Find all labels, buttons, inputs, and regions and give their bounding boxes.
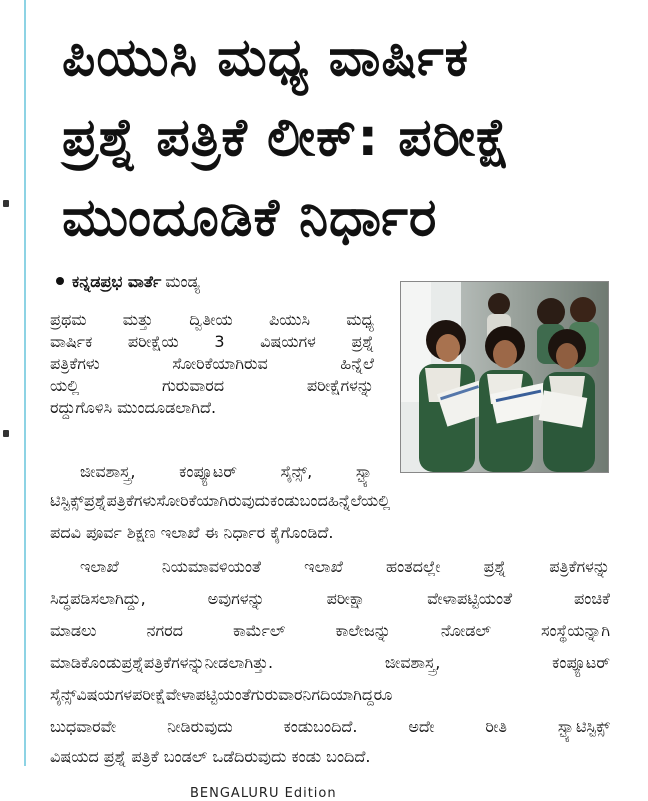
edition-footer: BENGALURU Edition [190, 786, 337, 801]
body-line: ಪ್ರಥಮ ಮತ್ತು ದ್ವಿತೀಯ ಪಿಯುಸಿ ಮಧ್ಯ [50, 310, 374, 329]
body-line: ವಾರ್ಷಿಕ ಪರೀಕ್ಷೆಯ 3 ವಿಷಯಗಳ ಪ್ರಶ್ನೆ [50, 332, 374, 351]
body-line: ಜೀವಶಾಸ್ತ್ರ, ಕಂಪ್ಯೂಟರ್ ಸೈನ್ಸ್, ಸ್ಟ್ಯಾ [80, 462, 374, 481]
body-line: ಬುಧವಾರವೇ ನೀಡಿರುವುದು ಕಂಡುಬಂದಿದೆ. ಅದೇ ರೀತಿ ಸ್ಟ್ಯಾಟಿಸ್ಟಿಕ್ಸ್ [50, 717, 610, 736]
headline-line: ಪ್ರಶ್ನೆ ಪತ್ರಿಕೆ ಲೀಕ್: ಪರೀಕ್ಷೆ [62, 108, 511, 168]
byline [56, 270, 200, 294]
adjacent-column-edge [0, 0, 26, 766]
byline-place: ಮಂಡ್ಯ [165, 272, 200, 291]
byline-agency: ಕನ್ನಡಪ್ರಭ ವಾರ್ತೆ [72, 272, 162, 291]
body-line: ಸಿದ್ಧಪಡಿಸಲಾಗಿದ್ದು, ಅವುಗಳನ್ನು ಪರೀಕ್ಷಾ ವೇಳಾಪಟ್ಟಿಯಂತೆ ಪಂಚಿಕೆ [50, 589, 610, 608]
body-line: ಮಾಡಲು ನಗರದ ಕಾರ್ಮೆಲ್ ಕಾಲೇಜನ್ನು ನೋಡಲ್ ಸಂಸ್ಥೆಯನ್ನಾಗಿ [50, 621, 610, 640]
adjacent-column-mark [3, 430, 9, 437]
headline-line: ಮುಂದೂಡಿಕೆ ನಿರ್ಧಾರ [62, 188, 438, 248]
students-reading-exam-papers-photo-icon [401, 282, 608, 472]
body-line: ಪದವಿ ಪೂರ್ವ ಶಿಕ್ಷಣ ಇಲಾಖೆ ಈ ನಿರ್ಧಾರ ಕೈಗೊಂಡಿದೆ. [50, 523, 334, 542]
body-line: ಮಾಡಿಕೊಂಡುಪ್ರಶ್ನೆಪತ್ರಿಕೆಗಳನ್ನುನೀಡಲಾಗಿತ್ತು. ಜೀವಶಾಸ್ತ್ರ, ಕಂಪ್ಯೂಟರ್ [50, 653, 610, 672]
body-line: ರದ್ದುಗೊಳಿಸಿ ಮುಂದೂಡಲಾಗಿದೆ. [50, 398, 217, 417]
body-line: ವಿಷಯದ ಪ್ರಶ್ನೆ ಪತ್ರಿಕೆ ಬಂಡಲ್ ಒಡೆದಿರುವುದು ಕಂಡು ಬಂದಿದೆ. [50, 747, 371, 766]
article-headline [62, 18, 622, 258]
bullet-icon [56, 277, 64, 285]
news-article [40, 0, 620, 776]
body-line: ಇಲಾಖೆ ನಿಯಮಾವಳಿಯಂತೆ ಇಲಾಖೆ ಹಂತದಲ್ಲೇ ಪ್ರಶ್ನೆ ಪತ್ರಿಕೆಗಳನ್ನು [80, 557, 610, 576]
headline-line: ಪಿಯುಸಿ ಮಧ್ಯ ವಾರ್ಷಿಕ [62, 28, 470, 88]
body-line: ಸೈನ್ಸ್‌ವಿಷಯಗಳಪರೀಕ್ಷೆವೇಳಾಪಟ್ಟಿಯಂತೆಗುರುವಾರನಿಗದಿಯಾಗಿದ್ದರೂ [50, 685, 393, 704]
body-line: ಯಲ್ಲಿ ಗುರುವಾರದ ಪರೀಕ್ಷೆಗಳನ್ನು [50, 376, 374, 395]
article-photo [400, 281, 609, 473]
adjacent-column-mark [3, 200, 9, 207]
body-line: ಪತ್ರಿಕೆಗಳು ಸೋರಿಕೆಯಾಗಿರುವ ಹಿನ್ನೆಲೆ [50, 354, 374, 373]
body-line: ಟಿಸ್ಟಿಕ್ಸ್‌ಪ್ರಶ್ನೆಪತ್ರಿಕೆಗಳುಸೋರಿಕೆಯಾಗಿರುವುದುಕಂಡುಬಂದಹಿನ್ನೆಲೆಯಲ್ಲಿ [50, 491, 391, 510]
page-margin [630, 0, 648, 796]
